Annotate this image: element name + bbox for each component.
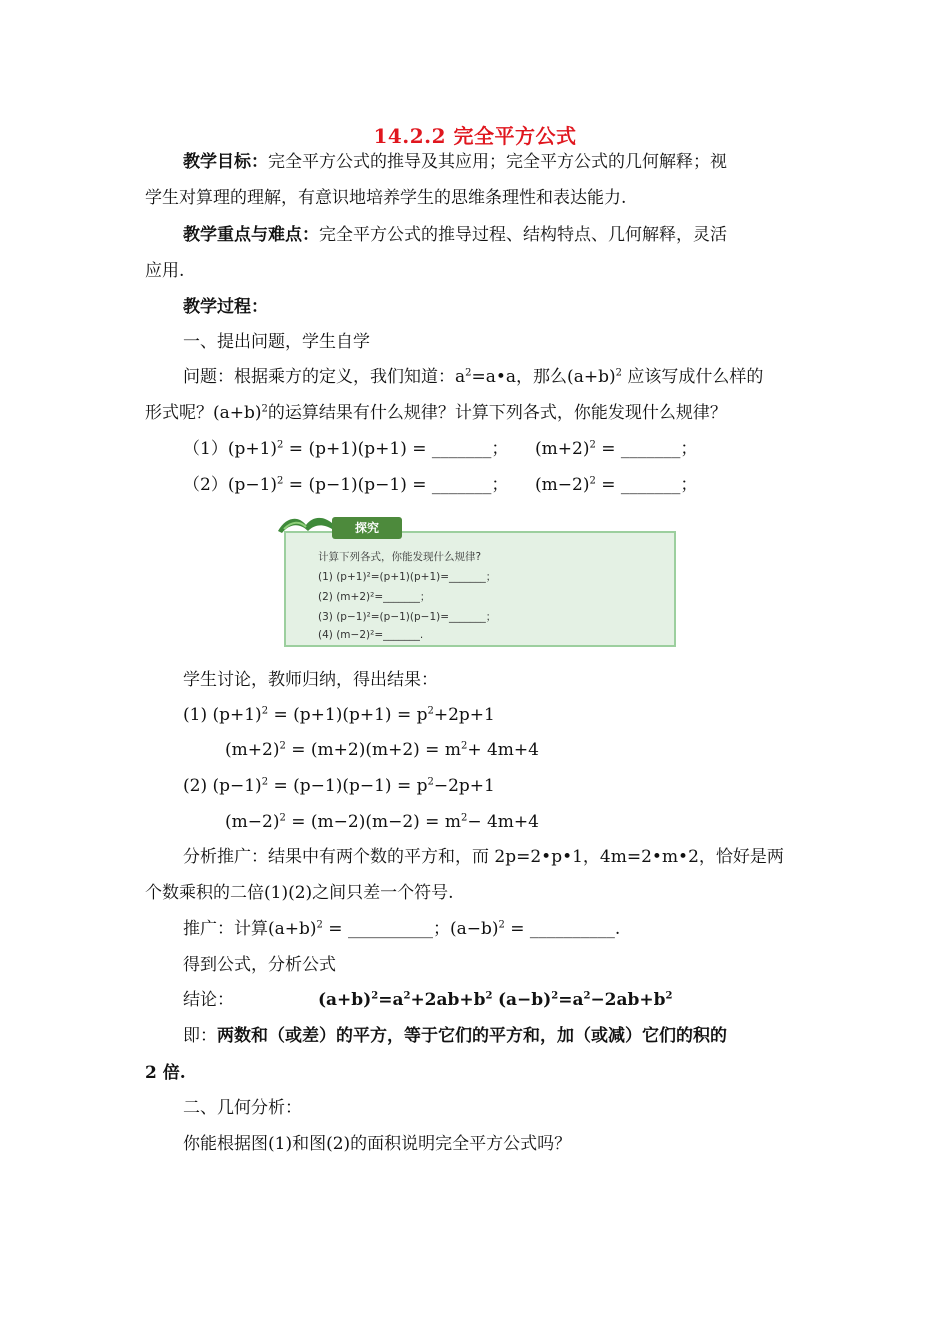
formula-text: −2ab+b [590,990,666,1010]
analysis-line-2: 个数乘积的二倍(1)(2)之间只差一个符号. [145,883,454,903]
exercise-2-m [535,474,697,496]
result-text: = (p−1)(p−1) = p [268,776,428,796]
goal-text-1: 完全平方公式的推导及其应用；完全平方公式的几何解释；视 [268,152,727,172]
generalize-text: 推广：计算(a+b) [183,919,317,939]
explore-box [276,511,678,649]
exponent: 2 [665,990,673,1002]
question-text: 形式呢？(a+b) [145,403,262,423]
question-text: 的运算结果有什么规律？计算下列各式，你能发现什么规律？ [267,403,727,423]
formula-text: (a+b) [318,990,372,1010]
keypoints-line-1 [183,224,727,246]
exercise-1 [183,438,508,460]
goal-line-1 [183,151,727,173]
exercise-1-m [535,438,697,460]
exponent: 2 [279,740,286,752]
keypoints-text-1: 完全平方公式的推导过程、结构特点、几何解释，灵活 [319,225,727,245]
exercise-text: = (p−1)(p−1) = _______； [283,475,509,495]
formula-text: +2ab+b [410,990,486,1010]
exponent: 2 [427,705,434,717]
exponent: 2 [427,776,434,788]
result-text: (2) (p−1) [183,776,262,796]
explore-item: (1) (p+1)²=(p+1)(p+1)=_______； [318,571,497,583]
discussion-text: 学生讨论，教师归纳，得出结果： [183,670,438,690]
goal-label: 教学目标： [183,152,268,172]
exponent: 2 [589,475,596,487]
section-1-heading: 一、提出问题，学生自学 [183,332,370,352]
goal-text-2: 学生对算理的理解，有意识地培养学生的思维条理性和表达能力. [145,188,627,208]
formula-text: (a−b) [498,990,552,1010]
exponent: 2 [498,919,505,931]
formula-sum-square [318,989,493,1011]
exponent: 2 [589,439,596,451]
exponent: 2 [583,990,591,1002]
page-title: 14.2.2 完全平方公式 [373,124,577,148]
generalize-text: = __________. [504,919,621,939]
explore-intro: 计算下列各式，你能发现什么规律? [318,551,482,563]
result-text: (m−2) [225,812,280,832]
exponent: 2 [261,403,268,415]
result-text: (m+2) [225,740,280,760]
question-line-1 [183,366,763,388]
process-label: 教学过程： [183,297,268,317]
exponent: 2 [279,812,286,824]
result-text: +2p+1 [433,705,495,725]
question-line-2 [145,402,727,424]
exponent: 2 [460,740,468,752]
result-text: (1) (p+1) [183,705,262,725]
generalize-line [183,918,620,940]
exponent: 2 [277,475,284,487]
question-text: =a•a，那么(a+b) [471,367,616,387]
section-2-heading: 二、几何分析： [183,1098,302,1118]
result-text: = (p+1)(p+1) = p [268,705,428,725]
generalize-text: = __________；(a−b) [322,919,499,939]
exponent: 2 [277,439,284,451]
exponent: 2 [485,990,493,1002]
question-text: 问题：根据乘方的定义，我们知道：a [183,367,466,387]
result-text: −2p+1 [433,776,495,796]
exponent: 2 [316,919,323,931]
explore-item: (3) (p−1)²=(p−1)(p−1)=_______； [318,611,497,623]
exercise-2 [183,474,508,496]
exponent: 2 [371,990,379,1002]
exercise-text: = _______； [595,475,698,495]
exponent: 2 [551,990,559,1002]
formula-text: =a [558,990,584,1010]
result-3 [183,775,495,797]
formula-diff-square [498,989,673,1011]
result-4 [225,811,539,833]
formula-intro: 得到公式，分析公式 [183,955,336,975]
formula-text: =a [378,990,404,1010]
analysis-line-1: 分析推广：结果中有两个数的平方和，而 2p=2•p•1，4m=2•m•2，恰好是两 [183,847,784,867]
exercise-text: (m−2) [535,475,590,495]
rule-lead: 即： [183,1026,217,1046]
rule-line-2: 2 倍. [145,1063,186,1083]
result-text: = (m+2)(m+2) = m [285,740,461,760]
exponent: 2 [261,705,269,717]
result-text: = (m−2)(m−2) = m [285,812,461,832]
exercise-text: （2）(p−1) [183,475,278,495]
leaf-decoration-icon [276,511,336,537]
exercise-text: = _______； [595,439,698,459]
exponent: 2 [615,367,622,379]
keypoints-label: 教学重点与难点： [183,225,319,245]
explore-tab: 探究 [332,517,402,539]
rule-text: 两数和（或差）的平方，等于它们的平方和，加（或减）它们的积的 [217,1026,727,1046]
result-1 [183,704,495,726]
keypoints-text-2: 应用. [145,261,185,281]
exponent: 2 [261,776,269,788]
question-text: 应该写成什么样的 [621,367,764,387]
exponent: 2 [403,990,411,1002]
exercise-text: （1）(p+1) [183,439,278,459]
explore-item: (4) (m−2)²=_______. [318,629,424,641]
explore-item: (2) (m+2)²=_______； [318,591,431,603]
result-2 [225,739,539,761]
geometry-question: 你能根据图(1)和图(2)的面积说明完全平方公式吗？ [183,1134,572,1154]
result-text: + 4m+4 [467,740,539,760]
exercise-text: (m+2) [535,439,590,459]
exercise-text: = (p+1)(p+1) = _______； [283,439,509,459]
conclusion-label: 结论： [183,990,234,1010]
rule-line-1 [183,1025,727,1047]
exponent: 2 [465,367,472,379]
result-text: − 4m+4 [467,812,539,832]
exponent: 2 [460,812,468,824]
